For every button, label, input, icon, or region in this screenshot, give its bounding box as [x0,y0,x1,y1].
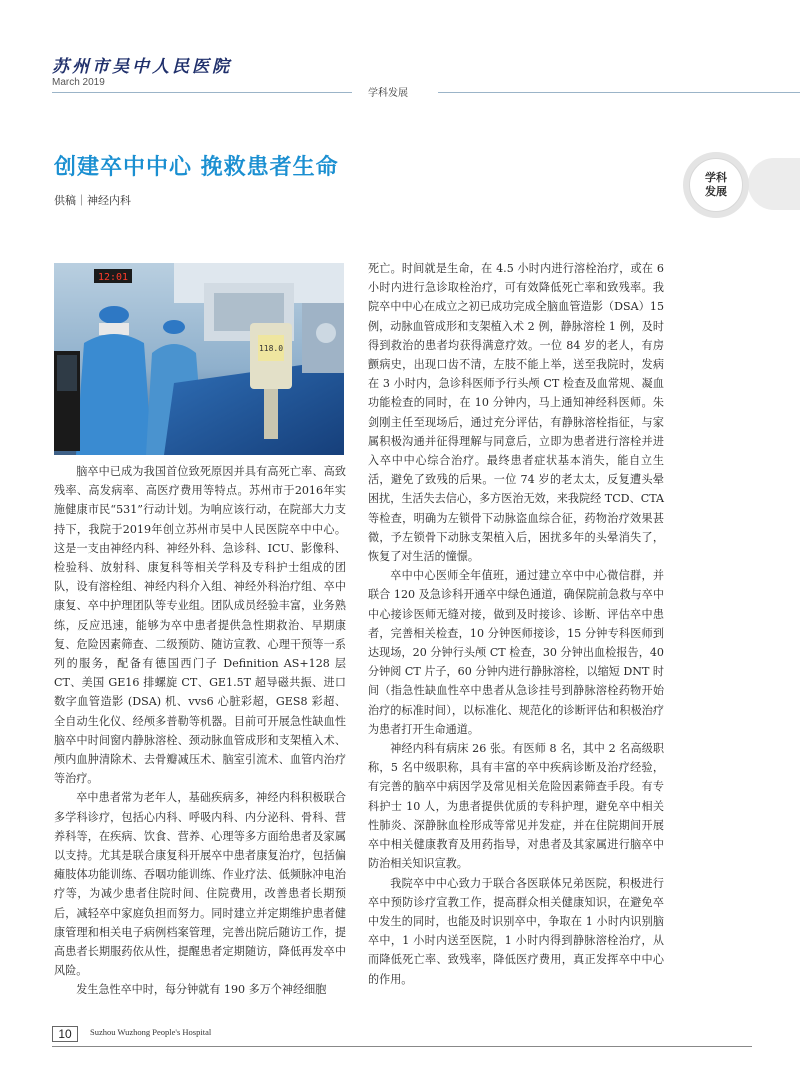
header-rule-right [438,92,800,93]
article-byline: 供稿｜神经内科 [54,194,131,207]
paragraph: 脑卒中已成为我国首位致死原因并具有高死亡率、高致残率、高发病率、高医疗费用等特点。苏州市于2016年实施健康市民“531”行动计划。为响应该行动，在院部大力支持下，我院于2019年创立苏州市吴中人民医院卒中中心。这是一支由神经内科、神经外科、急诊科、ICU、影像科、检验科、放射科、康复科等相关学科及专科护士组成的团队，设有溶栓组、神经内科介入组、神经外科治疗组、卒中康复、卒中护理团队等专业组。团队成员经验丰富，业务熟练，反应迅速，能够为卒中患者提供急性期救治、早期康复、危险因素筛查、二级预防、随访宣教、心理干预等一系列的服务，配备有德国西门子 Definition AS+128 层 CT、美国 GE16 排螺旋 CT、GE1.5T 超导磁共振、进口数字血管造影 (DSA) 机、vvs6 心脏彩超，GES8 彩超、全自动生化仪、经颅多普勒等机器。目前可开展急性缺血性脑卒中时间窗内静脉溶栓、颈动脉血管成形和支架植入术、颅内血肿清除术、去骨瓣减压术、脑室引流术、血管内治疗等治疗。 [54,465,346,786]
paragraph: 神经内科有病床 26 张。有医师 8 名，其中 2 名高级职称，5 名中级职称，具有丰富的卒中疾病诊断及治疗经验，有完善的脑卒中病因学及常见相关危险因素筛查手段。有专科护士 10 人，为患者提供优质的专科护理，避免卒中相关性肺炎、深静脉血栓形成等常见并发症，并在住院期间开展卒中相关健康教育及用药指导，对患者及其家属进行脑卒中防治相关知识宣教。 [368,742,664,871]
footer-hospital-name: Suzhou Wuzhong People's Hospital [90,1027,212,1037]
article-title: 创建卒中中心 挽救患者生命 [54,155,339,180]
paragraph: 卒中患者常为老年人，基础疾病多，神经内科积极联合多学科诊疗，包括心内科、呼吸内科、内分泌科、骨科、营养科等，在疾病、饮食、营养、心理等多方面给患者及家属以支持。尤其是联合康复科开展卒中患者康复治疗，包括偏瘫肢体功能训练、吞咽功能训练、作业疗法、低频脉冲电治疗等，为减少患者住院时间、住院费用，改善患者长期预后，减轻卒中家庭负担而努力。同时建立并定期维护患者健康管理和相关电子病例档案管理，完善出院后随访工作，提高患者长期服药依从性，提醒患者定期随访，降低再发卒中风险。 [54,791,346,978]
header-rule-left [52,92,352,93]
masthead: 苏州市吴中人民医院 [52,57,232,77]
section-badge [683,152,749,218]
section-label: 学科发展 [368,88,408,99]
section-tab-background [748,158,800,210]
footer-rule [52,1046,752,1047]
paragraph: 我院卒中中心致力于联合各医联体兄弟医院，积极进行卒中预防诊疗宣教工作，提高群众相关健康知识，在避免卒中发生的同时，也能及时识别卒中，争取在 1 小时内识别脑卒中，1 小时内送至医院，1 小时内得到静脉溶栓治疗，从而降低死亡率、致残率，降低医疗费用，真正发挥卒中中心的作用。 [368,876,664,986]
operating-room-photo [54,263,344,455]
paragraph: 死亡。时间就是生命，在 4.5 小时内进行溶栓治疗，或在 6 小时内进行急诊取栓治疗，可有效降低死亡率和致残率。我院卒中中心在成立之初已成功完成全脑血管造影（DSA）15 例，动脉血管成形和支架植入术 2 例，静脉溶栓 1 例，及时得到救治的患者均获得满意疗效。一位 84 岁的老人，有房颤病史，出现口齿不清，左肢不能上举，送至我院时，发病在 3 小时内，急诊科医师予行头颅 CT 检查及血常规、凝血功能检查的同时，在 10 分钟内，马上通知神经科医师。朱剑刚主任至现场后，通过充分评估，有静脉溶栓指征，与家属积极沟通并征得理解与同意后，立即为患者进行溶栓并进入卒中中心综合治疗。最终患者症状基本消失，能自立生活，避免了致残的后果。一位 74 岁的老太太，反复遭头晕困扰，生活失去信心，多方医治无效，来我院经 TCD、CTA 等检查，明确为左锁骨下动脉盗血综合征，药物治疗效果甚微，予左锁骨下动脉支架植入后，困扰多年的头晕消失了，恢复了对生活的憧憬。 [368,262,664,564]
photo-clock: 12:01 [97,272,129,283]
article-right-column [368,259,664,989]
paragraph: 发生急性卒中时，每分钟就有 190 多万个神经细胞 [76,983,327,997]
page-number: 10 [52,1026,78,1042]
badge-line-1: 学科 [705,171,727,184]
article-left-column [54,462,346,1000]
issue-month: March 2019 [52,77,105,88]
badge-line-2: 发展 [705,185,727,198]
paragraph: 卒中中心医师全年值班，通过建立卒中中心微信群，并联合 120 及急诊科开通卒中绿色通道，确保院前急救与卒中中心接诊医师无缝对接，做到及时接诊、诊断、评估卒中患者，完善相关检查，10 分钟医师接诊，15 分钟专科医师到达现场，20 分钟行头颅 CT 检查，30 分钟出血检报告，40 分钟阅 CT 片子，60 分钟内进行静脉溶栓，以缩短 DNT 时间（指急性缺血性卒中患者从急诊挂号到静脉溶栓药物开始治疗的标准时间），以标准化、规范化的诊断评估和积极治疗为患者打开生命通道。 [368,569,664,736]
photo-monitor-reading: 118.0 [258,344,284,353]
